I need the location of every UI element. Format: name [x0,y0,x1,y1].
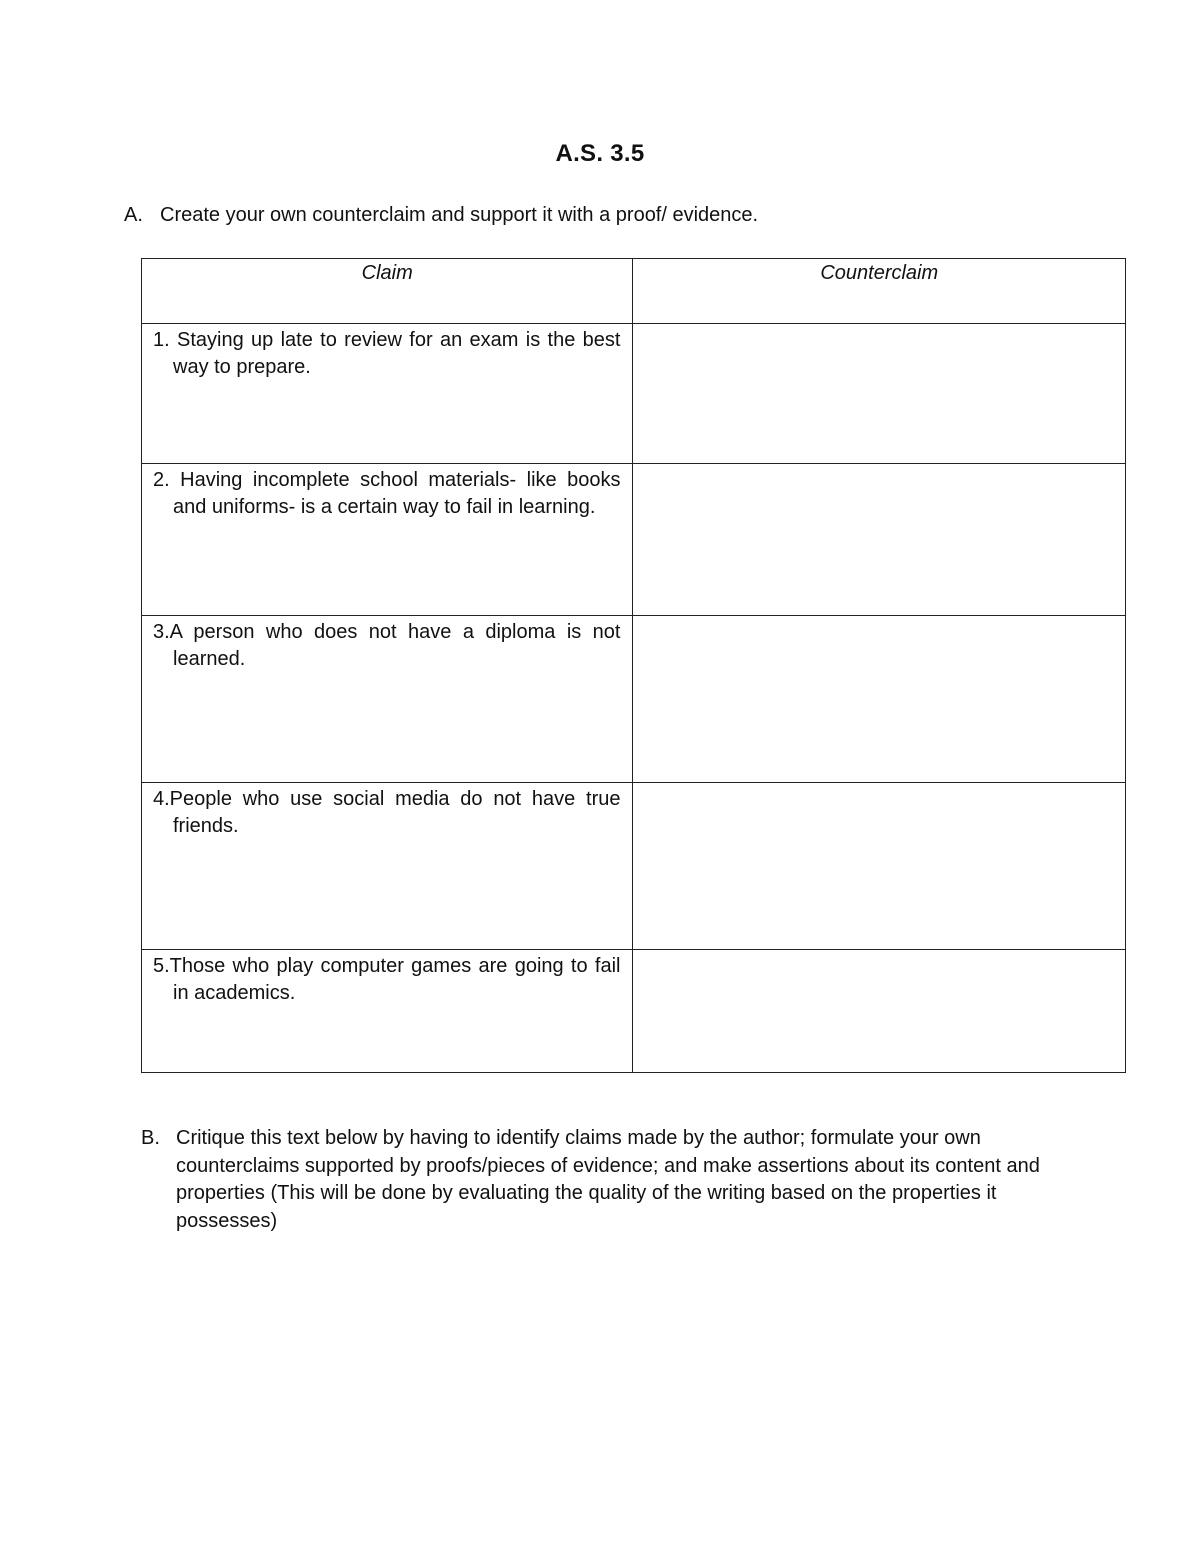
counterclaim-cell[interactable] [633,616,1126,783]
table-row [142,616,1126,783]
claim-text: 2. Having incomplete school materials- like books and uniforms- is a certain way to fail in learning. [153,469,621,518]
part-a-letter: A. [124,204,143,226]
counterclaim-cell[interactable] [633,324,1126,464]
counterclaim-column-header: Counterclaim [633,259,1126,324]
counterclaim-cell[interactable] [633,783,1126,950]
claim-column-header: Claim [142,259,633,324]
part-a-instruction [124,204,758,227]
claim-text: 5.Those who play computer games are going to fail in academics. [153,955,621,1004]
table-row [142,783,1126,950]
claims-table [141,258,1126,1073]
part-b-text: Critique this text below by having to identify claims made by the author; formulate your own counterclaims supported by proofs/pieces of evidence; and make assertions about its content and properties (This will be done by evaluating the quality of the writing based on the properties it possesses) [176,1127,1040,1232]
claim-text: 1. Staying up late to review for an exam is the best way to prepare. [153,329,621,378]
table-row [142,950,1126,1073]
claim-cell [142,324,633,464]
part-b-letter: B. [141,1127,160,1149]
part-b-instruction [141,1125,1041,1235]
claim-text: 3.A person who does not have a diploma is not learned. [153,621,621,670]
claim-cell [142,783,633,950]
table-header-row [142,259,1126,324]
counterclaim-cell[interactable] [633,950,1126,1073]
worksheet-title: A.S. 3.5 [555,140,645,167]
table-row [142,464,1126,616]
claim-cell [142,616,633,783]
claim-cell [142,464,633,616]
part-a-text: Create your own counterclaim and support it with a proof/ evidence. [160,204,759,226]
claim-text: 4.People who use social media do not have true friends. [153,788,621,837]
claim-cell [142,950,633,1073]
table-row [142,324,1126,464]
counterclaim-cell[interactable] [633,464,1126,616]
